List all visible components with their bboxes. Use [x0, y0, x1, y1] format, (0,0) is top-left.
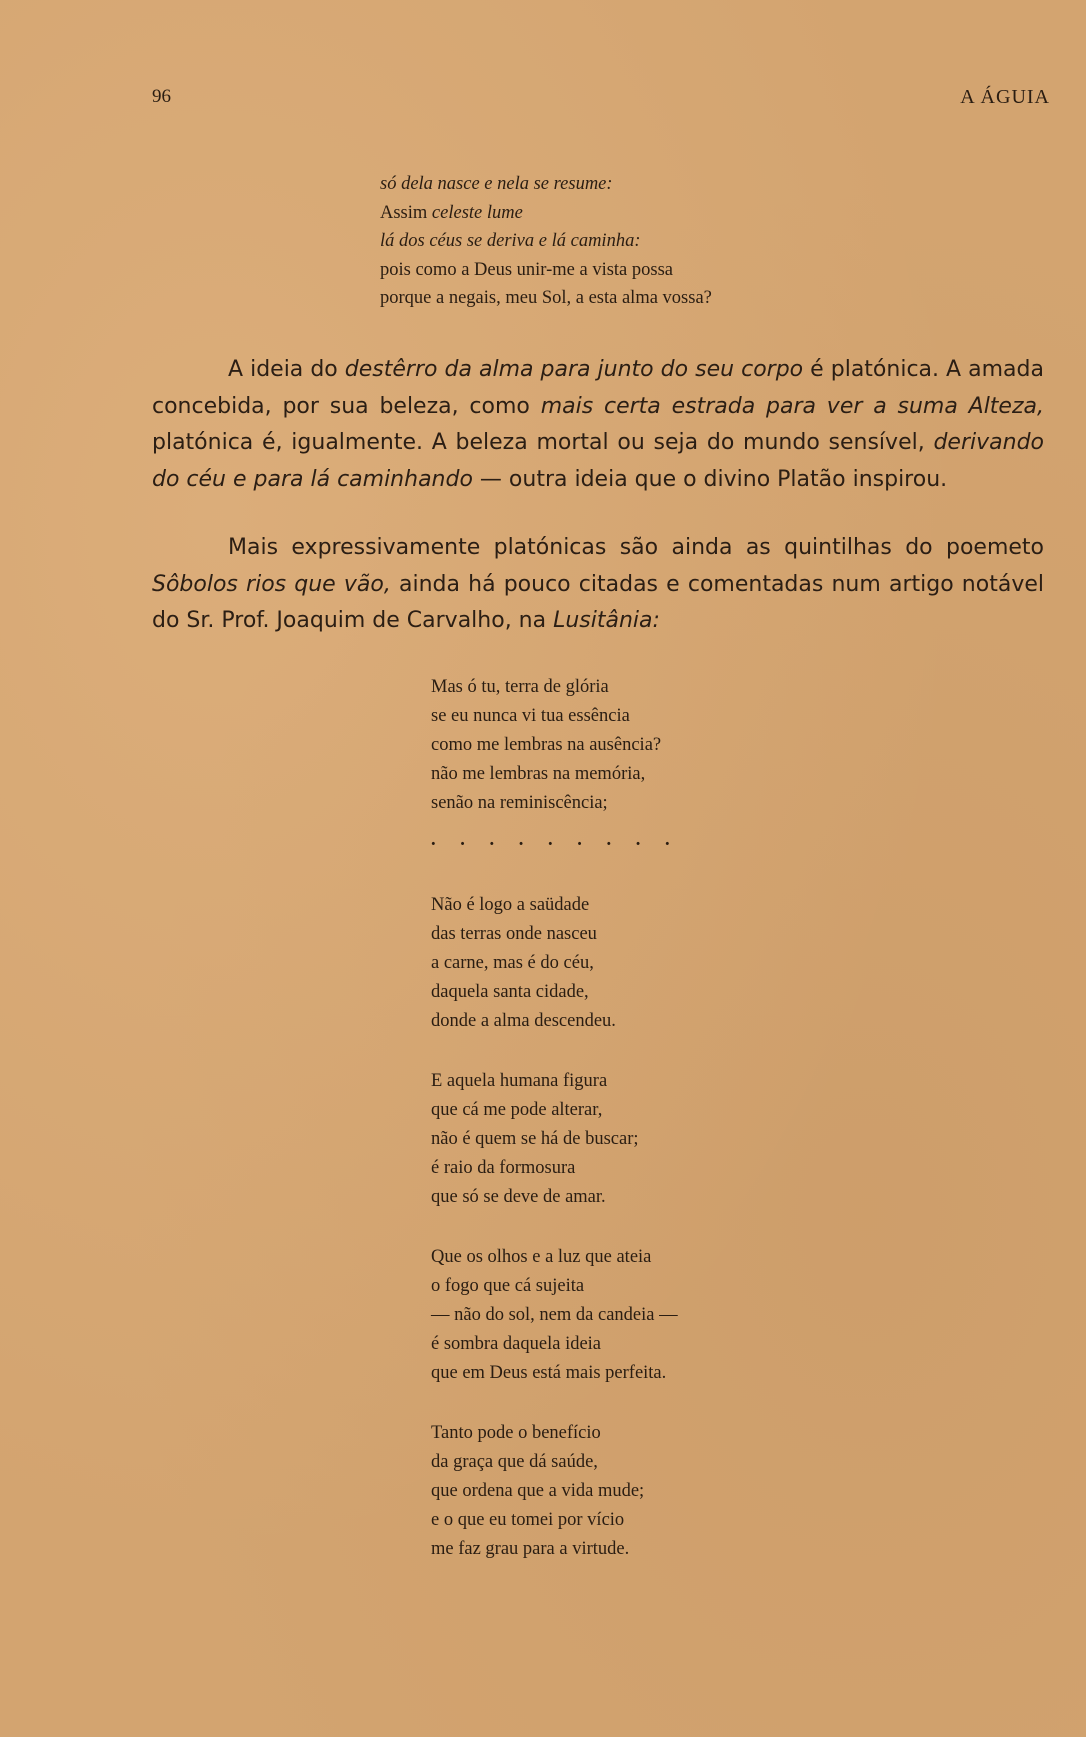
poem-line: da graça que dá saúde,	[431, 1452, 598, 1472]
paragraph-text	[152, 352, 1044, 498]
stanza-4	[431, 1243, 680, 1388]
stanza-2	[431, 891, 680, 1036]
text-run: é platónica. A amada concebida, por sua beleza, como	[152, 357, 1044, 419]
italic-phrase: Sôbolos rios que vão,	[152, 571, 391, 597]
poem-line: Que os olhos e a luz que ateia	[431, 1247, 652, 1267]
stanza-5	[431, 1419, 680, 1564]
poem-line: Mas ó tu, terra de glória	[431, 677, 609, 697]
ellipsis-separator: . . . . . . . . .	[431, 830, 680, 850]
text-run: Assim	[380, 202, 432, 223]
verse-line: pois como a Deus unir-me a vista possa	[380, 259, 674, 280]
poem-line: Não é logo a saüdade	[431, 895, 590, 915]
poem-line: donde a alma descendeu.	[431, 1011, 616, 1031]
paragraph-quintilhas	[152, 530, 1044, 640]
italic-phrase: celeste lume	[431, 202, 523, 223]
poem-line: como me lembras na ausência?	[431, 735, 662, 755]
poem-line: que em Deus está mais perfeita.	[431, 1363, 667, 1383]
text-run: ainda há pouco citadas e comentadas num artigo notável do Sr. Prof. Joaquim de Carvalho, na	[152, 571, 1044, 633]
poem-line: se eu nunca vi tua essência	[431, 706, 630, 726]
poem-line: é sombra daquela ideia	[431, 1334, 602, 1354]
verse-line	[380, 199, 712, 228]
page-header	[152, 86, 1050, 116]
poem-line: Tanto pode o benefício	[431, 1423, 601, 1443]
poem-line: E aquela humana figura	[431, 1071, 608, 1091]
poem-line: — não do sol, nem da candeia —	[431, 1305, 678, 1325]
poem-line: que só se deve de amar.	[431, 1187, 606, 1207]
text-run: platónica é, igualmente. A beleza mortal ou seja do mundo sensível,	[152, 430, 934, 455]
stanza-3	[431, 1067, 680, 1212]
text-run: A ideia do	[228, 357, 345, 382]
poem-line: não é quem se há de buscar;	[431, 1129, 639, 1149]
poem-line: me faz grau para a virtude.	[431, 1539, 630, 1559]
poem-line: não me lembras na memória,	[431, 764, 646, 784]
italic-phrase: derivando do céu e para lá caminhando	[152, 430, 1044, 492]
poem-line: o fogo que cá sujeita	[431, 1276, 585, 1296]
italic-phrase: mais certa estrada para ver a suma Alteza,	[540, 393, 1044, 419]
poem-line: das terras onde nasceu	[431, 924, 597, 944]
italic-phrase: Lusitânia:	[553, 608, 660, 633]
verse-line: porque a negais, meu Sol, a esta alma vossa?	[380, 288, 712, 308]
stanza-1	[431, 673, 680, 818]
text-run: Mais expressivamente platónicas são ainda as quintilhas do poemeto	[228, 535, 1044, 560]
poem-line: que cá me pode alterar,	[431, 1100, 603, 1120]
page-number: 96	[152, 86, 171, 107]
paragraph-platonic-ideas	[152, 352, 1044, 498]
italic-phrase: destêrro da alma para junto do seu corpo	[344, 357, 804, 382]
poem-line: e o que eu tomei por vício	[431, 1510, 625, 1530]
paragraph-text	[152, 530, 1044, 640]
poem-line: que ordena que a vida mude;	[431, 1481, 645, 1501]
verse-line: lá dos céus se deriva e lá caminha:	[380, 231, 641, 251]
poem-line: senão na reminiscência;	[431, 793, 608, 813]
poem-line: a carne, mas é do céu,	[431, 953, 594, 973]
quoted-verse-top	[380, 170, 712, 313]
verse-line: só dela nasce e nela se resume:	[380, 174, 613, 194]
poem-line: é raio da formosura	[431, 1158, 576, 1178]
poem-quintilhas	[431, 673, 680, 1595]
text-run: — outra ideia que o divino Platão inspirou.	[472, 466, 948, 492]
running-title: A ÁGUIA	[960, 86, 1050, 108]
poem-line: daquela santa cidade,	[431, 982, 589, 1002]
